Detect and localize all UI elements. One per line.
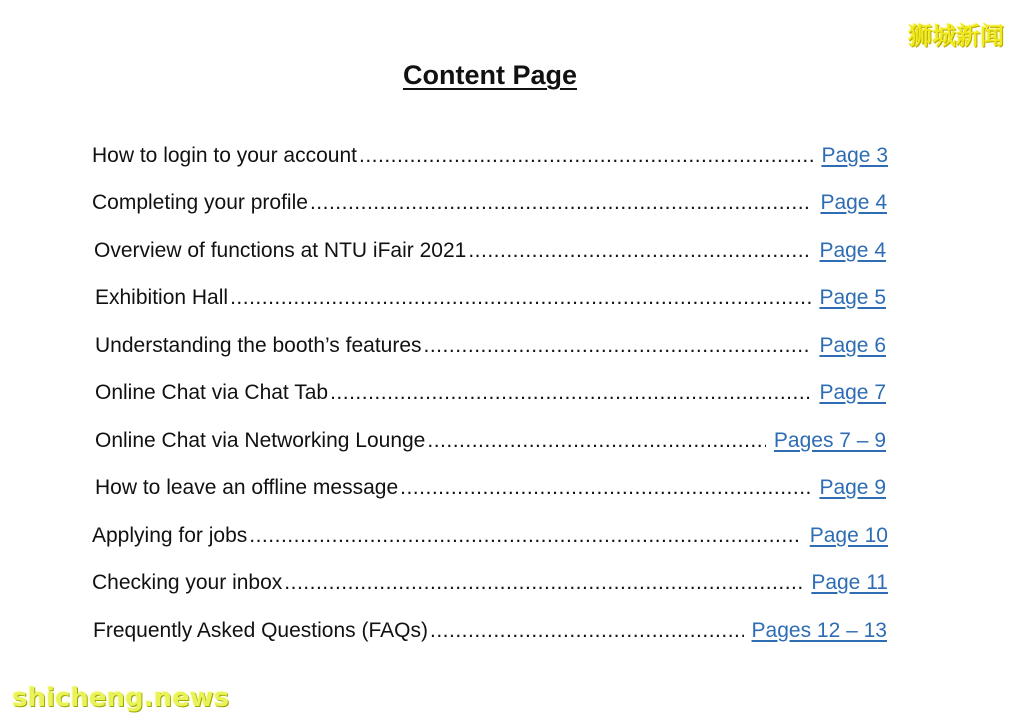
toc-label: Exhibition Hall (95, 286, 229, 309)
toc-leader (427, 429, 766, 453)
toc-label: How to leave an offline message (95, 476, 399, 499)
toc-leader (330, 381, 811, 405)
toc-leader (400, 476, 811, 500)
toc-row (95, 280, 886, 310)
watermark-bottom-left: shicheng.news (12, 683, 230, 713)
toc-page-link[interactable]: Page 6 (819, 334, 886, 357)
toc-leader (230, 286, 811, 310)
toc-label: Completing your profile (92, 191, 308, 214)
toc-page-link[interactable]: Page 4 (820, 191, 887, 214)
toc-page-link[interactable]: Pages 7 – 9 (773, 429, 886, 452)
toc-page-link[interactable]: Page 9 (819, 476, 886, 499)
watermark-top-right: 狮城新闻 (908, 22, 1004, 50)
toc-row (95, 470, 886, 500)
toc-label: Overview of functions at NTU iFair 2021 (94, 239, 467, 262)
toc-row (92, 518, 888, 548)
toc-row (92, 565, 888, 595)
toc-page-link[interactable]: Page 5 (819, 286, 886, 309)
toc-label: Online Chat via Chat Tab (95, 381, 329, 404)
toc-row (95, 328, 886, 358)
toc-leader (284, 571, 803, 595)
toc-row (92, 138, 888, 168)
toc-leader (468, 239, 811, 263)
toc-label: Frequently Asked Questions (FAQs) (93, 619, 428, 642)
toc-label: Online Chat via Networking Lounge (95, 429, 426, 452)
toc-page-link[interactable]: Page 11 (811, 571, 888, 594)
toc-leader (249, 524, 801, 548)
toc-page-link[interactable]: Page 4 (819, 239, 886, 262)
toc-label: Checking your inbox (92, 571, 283, 594)
toc-row (93, 613, 887, 643)
toc-row (92, 185, 887, 215)
toc-row (95, 375, 886, 405)
toc-row (95, 423, 886, 453)
toc-page-link[interactable]: Pages 12 – 13 (751, 619, 887, 642)
toc-row (94, 233, 886, 263)
page-title: Content Page (402, 60, 577, 90)
toc-page-link[interactable]: Page 10 (809, 524, 888, 547)
toc-page-link[interactable]: Page 7 (819, 381, 886, 404)
toc-leader (359, 144, 813, 168)
toc-page-link[interactable]: Page 3 (821, 144, 888, 167)
toc-leader (310, 191, 813, 215)
toc-label: How to login to your account (92, 144, 357, 167)
toc-label: Applying for jobs (92, 524, 248, 547)
toc-leader (424, 334, 812, 358)
toc-leader (430, 619, 744, 643)
toc-label: Understanding the booth’s features (95, 334, 422, 357)
